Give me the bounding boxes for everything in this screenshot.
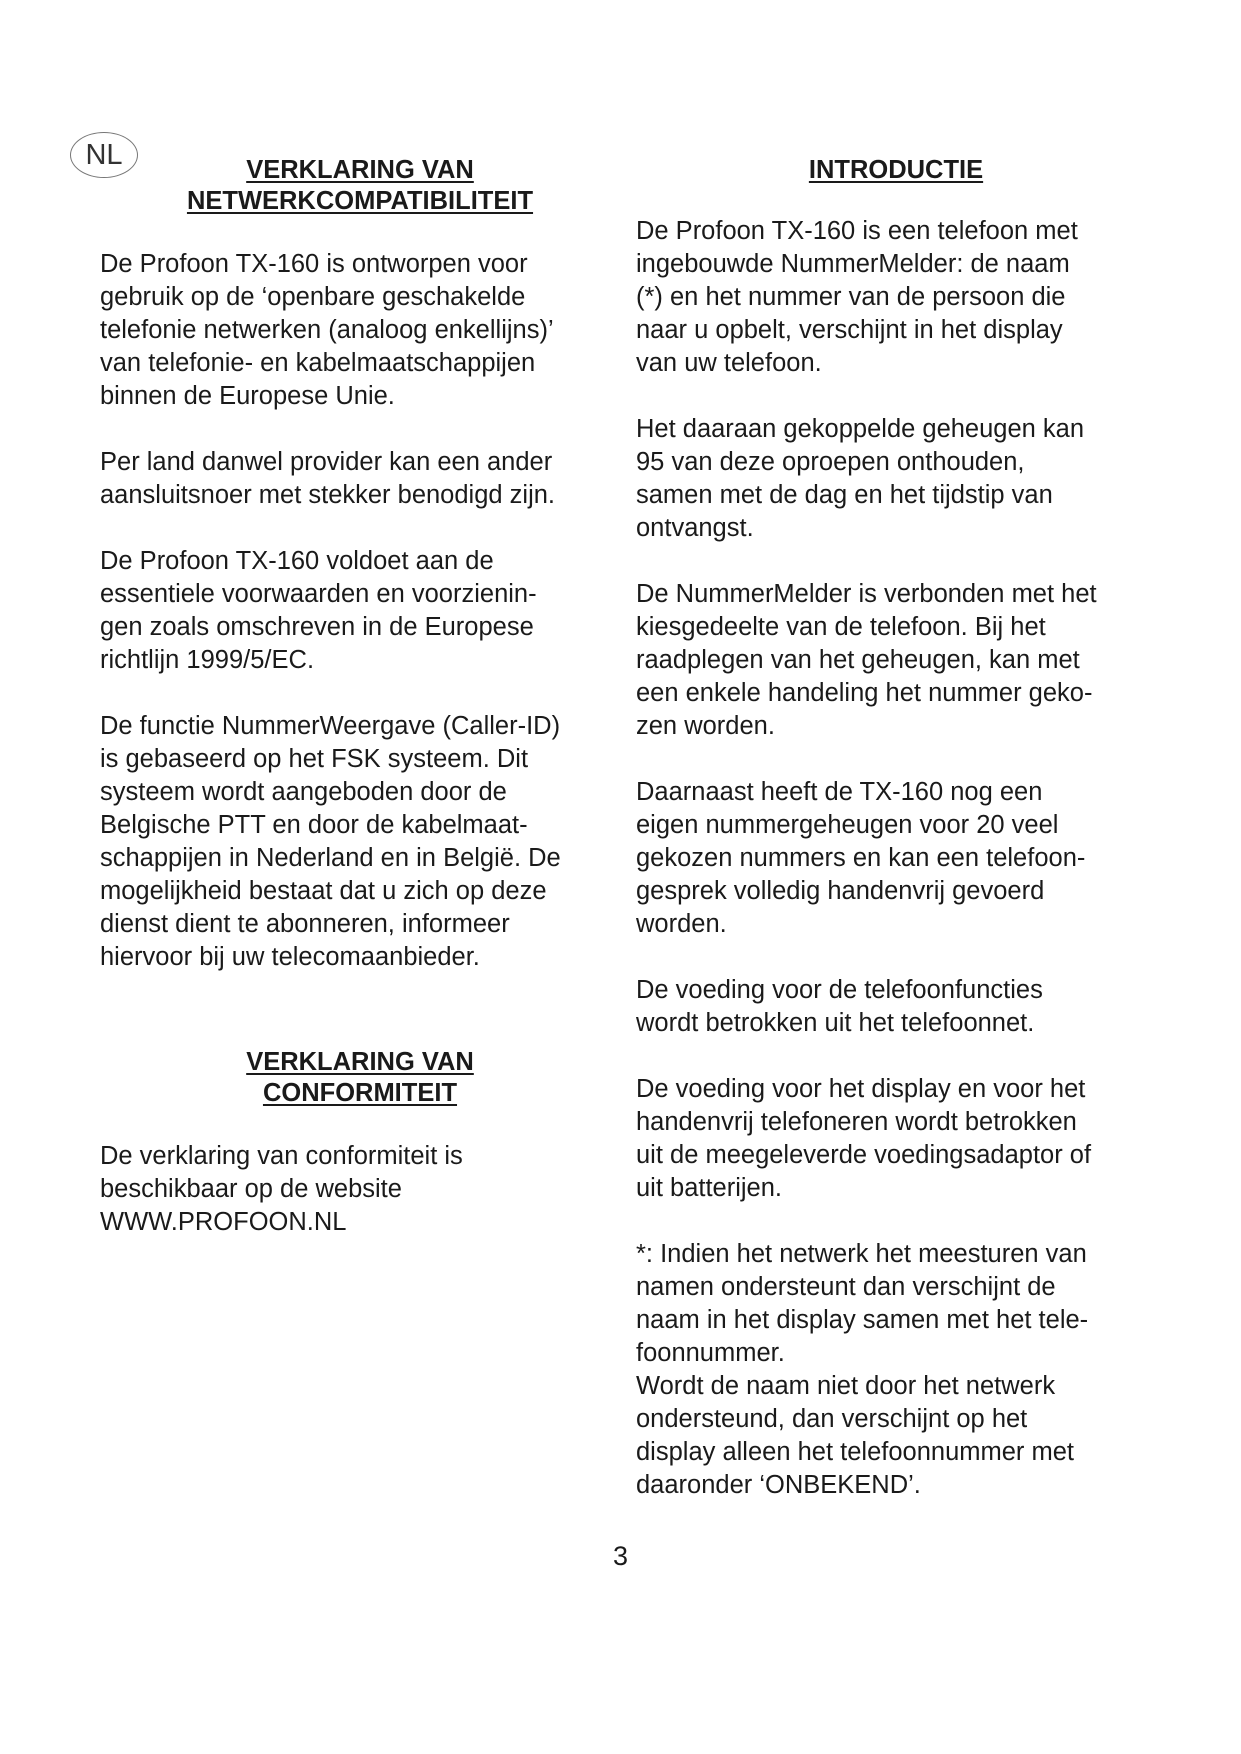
heading-line: VERKLARING VAN xyxy=(246,1048,474,1076)
right-column xyxy=(636,155,1156,1502)
paragraph: Het daaraan gekoppelde geheugen kan 95 van deze oproepen onthouden, samen met de dag en het tijdstip van ontvangst. xyxy=(636,415,1085,542)
paragraph: De NummerMelder is verbonden met het kiesgedeelte van de telefoon. Bij het raadplegen van het geheugen, kan met een enkele handeling het nummer geko- zen worden. xyxy=(636,580,1097,740)
paragraph: De verklaring van conformiteit is beschikbaar op de website WWW.PROFOON.NL xyxy=(100,1142,463,1236)
page-number: 3 xyxy=(612,1541,629,1571)
paragraph: De voeding voor de telefoonfuncties wordt betrokken uit het telefoonnet. xyxy=(636,976,1043,1037)
heading-line: NETWERKCOMPATIBILITEIT xyxy=(186,187,534,215)
paragraph: De functie NummerWeergave (Caller-ID) is gebaseerd op het FSK systeem. Dit systeem wordt aangeboden door de Belgische PTT en door de kabelmaat- schappijen in Nederland en in België. De mogelijkheid bestaat dat u zich op deze dienst dient te abonneren, informeer hiervoor bij uw telecomaanbieder. xyxy=(100,712,561,971)
heading-line: INTRODUCTIE xyxy=(808,156,984,184)
paragraph: Per land danwel provider kan een ander aansluitsnoer met stekker benodigd zijn. xyxy=(100,448,556,509)
footnote: *: Indien het netwerk het meesturen van namen ondersteunt dan verschijnt de naam in het display samen met het tele- foonnummer. Wordt de naam niet door het netwerk ondersteund, dan verschijnt op het display alleen het telefoonnummer met daaronder ‘ONBEKEND’. xyxy=(636,1240,1089,1499)
introduction-heading xyxy=(636,155,1156,186)
network-compatibility-heading xyxy=(100,155,620,217)
heading-line: CONFORMITEIT xyxy=(262,1079,458,1107)
left-column xyxy=(100,155,620,1239)
language-badge: NL xyxy=(70,132,138,178)
paragraph: De voeding voor het display en voor het handenvrij telefoneren wordt betrokken uit de meegeleverde voedingsadaptor of uit batterijen. xyxy=(636,1075,1092,1202)
heading-line: VERKLARING VAN xyxy=(246,156,474,184)
conformity-heading xyxy=(100,1047,620,1109)
paragraph: De Profoon TX-160 is ontworpen voor gebruik op de ‘openbare geschakelde telefonie netwerken (analoog enkellijns)’ van telefonie- en kabelmaatschappijen binnen de Europese Unie. xyxy=(100,250,554,410)
paragraph: De Profoon TX-160 voldoet aan de essentiele voorwaarden en voorzienin- gen zoals omschreven in de Europese richtlijn 1999/5/EC. xyxy=(100,547,537,674)
paragraph: De Profoon TX-160 is een telefoon met ingebouwde NummerMelder: de naam (*) en het nummer van de persoon die naar u opbelt, verschijnt in het display van uw telefoon. xyxy=(636,217,1078,377)
paragraph: Daarnaast heeft de TX-160 nog een eigen nummergeheugen voor 20 veel gekozen nummers en kan een telefoon- gesprek volledig handenvrij gevoerd worden. xyxy=(636,778,1086,938)
